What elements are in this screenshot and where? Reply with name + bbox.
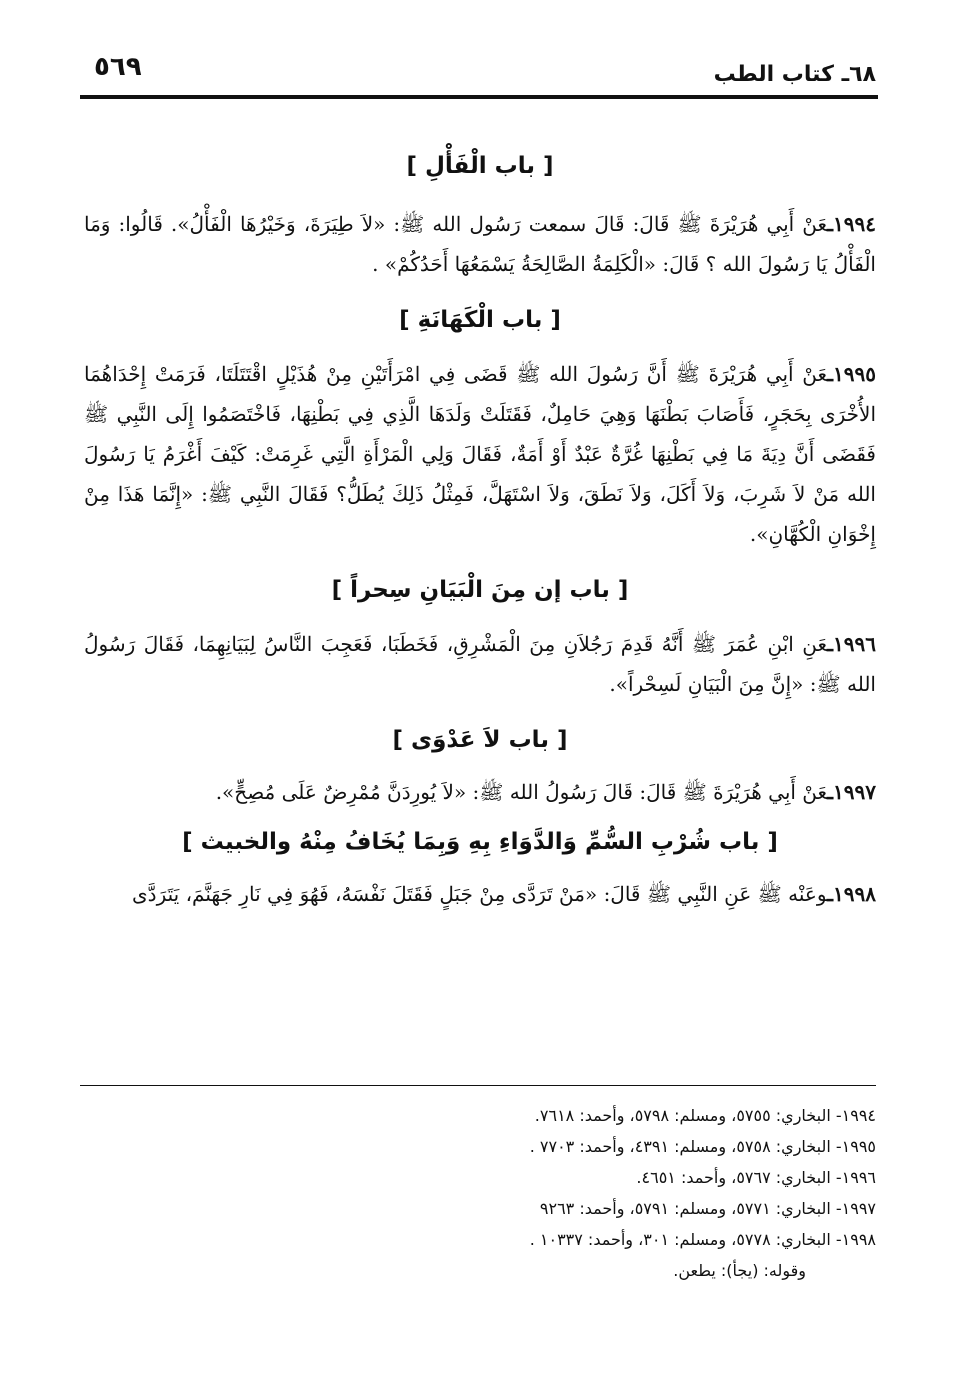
- chapter-heading: [ باب شُرْبِ السُّمِّ وَالدَّوَاءِ بِهِ وَبِمَا يُخَافُ مِنْهُ والخبيث ]: [182, 829, 778, 855]
- hadith-text: عَنْ أَبِي هُرَيْرَةَ ﷺ قَالَ: قَالَ سمعت رَسُول الله ﷺ: «لاَ طِيَرَةَ، وَخَيْرُهَا الْفَأْلُ». قَالُوا: وَمَا الْفَأْلُ يَا رَسُولَ الله ؟ قَالَ: «الْكَلِمَةُ الصَّالِحَةُ يَسْمَعُهَا أَحَدُكُمْ» .: [84, 212, 876, 276]
- hadith-number: ١٩٩٥ـ: [827, 362, 876, 386]
- footnote-rule: [80, 1085, 876, 1086]
- hadith-number: ١٩٩٧ـ: [827, 780, 876, 804]
- footnote-line: ١٩٩٨- البخاري: ٥٧٧٨، ومسلم: ٣٠١، وأحمد: ١٠٣٣٧ .: [529, 1230, 876, 1249]
- footnote-line: ١٩٩٤- البخاري: ٥٧٥٥، ومسلم: ٥٧٩٨، وأحمد: ٧٦١٨.: [534, 1106, 876, 1125]
- main-text: [84, 140, 876, 914]
- page-number: ٥٦٩: [94, 52, 142, 82]
- footnotes: [80, 1100, 876, 1286]
- hadith-paragraph: [84, 354, 876, 554]
- hadith-paragraph: [84, 624, 876, 704]
- footnote-line: ١٩٩٥- البخاري: ٥٧٥٨، ومسلم: ٤٣٩١، وأحمد: ٧٧٠٣ .: [529, 1137, 876, 1156]
- footnote-line: ١٩٩٦- البخاري: ٥٧٦٧، وأحمد: ٤٦٥١.: [636, 1168, 876, 1187]
- running-header: [88, 50, 876, 96]
- footnote-gloss: وقوله: (يجأ): يطعن.: [673, 1261, 806, 1280]
- hadith-number: ١٩٩٤ـ: [827, 212, 876, 236]
- header-rule: [80, 95, 878, 99]
- footnote-line: ١٩٩٧- البخاري: ٥٧٧١، ومسلم: ٥٧٩١، وأحمد: ٩٢٦٣: [539, 1199, 876, 1218]
- hadith-text: عَنْ أَبِي هُرَيْرَةَ ﷺ قَالَ: قَالَ رَسُولُ الله ﷺ: «لاَ يُورِدَنَّ مُمْرِضٌ عَلَى مُصِحٍّ».: [215, 780, 828, 804]
- hadith-text: عَنْ أَبِي هُرَيْرَةَ ﷺ أَنَّ رَسُولَ الله ﷺ قَضَى فِي امْرَأَتَيْنِ مِنْ هُذَيْلٍ اقْتَتَلَتَا، فَرَمَتْ إِحْدَاهُمَا الأُخْرَى بِحَجَرٍ، فَأَصَابَ بَطْنَهَا وَهِيَ حَامِلٌ، فَقَتَلَتْ وَلَدَهَا الَّذِي فِي بَطْنِهَا، فَاخْتَصَمُوا إِلَى النَّبِي ﷺ فَقَضَى أَنَّ دِيَةَ مَا فِي بَطْنِهَا غُرَّةٌ عَبْدٌ أَوْ أَمَةٌ، فَقَالَ وَلِي الْمَرْأَةِ الَّتِي غَرِمَتْ: كَيْفَ أَغْرَمُ يَا رَسُولَ الله مَنْ لاَ شَرِبَ، وَلاَ أَكَلَ، وَلاَ نَطَقَ، وَلاَ اسْتَهَلَّ، فَمِثْلُ ذَلِكَ يُطَلُّ؟ فَقَالَ النَّبِي ﷺ: «إِنَّمَا هَذَا مِنْ إِخْوَانِ الْكُهَّانِ».: [84, 362, 876, 546]
- hadith-number: ١٩٩٦ـ: [827, 632, 876, 656]
- hadith-number: ١٩٩٨ـ: [827, 882, 876, 906]
- chapter-running-title: ٦٨ـ كتاب الطب: [713, 62, 876, 87]
- chapter-heading: [ باب الْفَأْلِ ]: [406, 153, 554, 179]
- chapter-heading: [ باب الْكَهَانَةِ ]: [399, 307, 561, 333]
- chapter-heading: [ باب لاَ عَدْوَى ]: [392, 727, 568, 753]
- hadith-paragraph: [84, 874, 876, 914]
- hadith-paragraph: [84, 204, 876, 284]
- hadith-text: عَنِ ابْنِ عُمَرَ ﷺ أَنَّهُ قَدِمَ رَجُلاَنِ مِنَ الْمَشْرِقِ، فَخَطَبَا، فَعَجِبَ النَّاسُ لِبَيَانِهِمَا، فَقَالَ رَسُولُ الله ﷺ: «إِنَّ مِنَ الْبَيَانِ لَسِحْراً».: [84, 632, 876, 696]
- hadith-text: وعَنْه ﷺ عَنِ النَّبِي ﷺ قَالَ: «مَنْ تَرَدَّى مِنْ جَبَلٍ فَقَتَلَ نَفْسَهُ، فَهُوَ فِي نَارِ جَهَنَّمَ، يَتَرَدَّى: [132, 882, 828, 906]
- hadith-paragraph: [84, 772, 876, 812]
- chapter-heading: [ باب إن مِنَ الْبَيَانِ سِحراً ]: [331, 577, 629, 603]
